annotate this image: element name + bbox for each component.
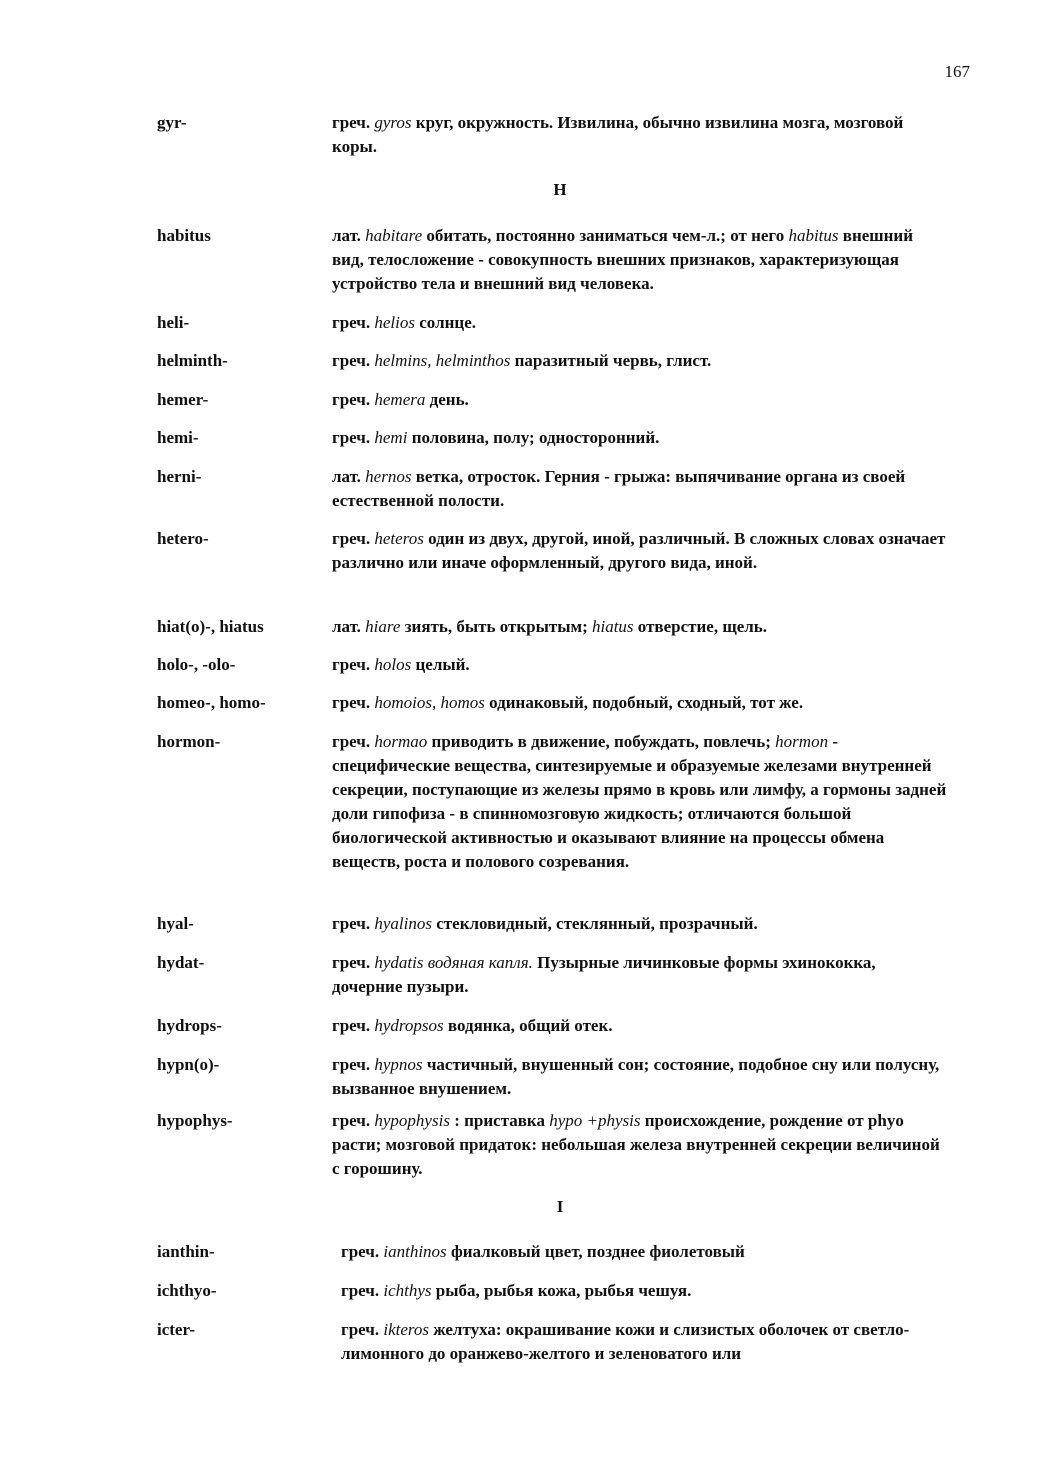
entry-definition <box>341 1240 947 1264</box>
source-word: ianthinos <box>383 1242 447 1261</box>
section-letter-i: I <box>556 1197 564 1216</box>
entry-term: hydat- <box>157 953 205 972</box>
source-word: hemi <box>374 428 408 447</box>
definition-text: греч. <box>332 390 375 409</box>
source-word: hemera <box>374 390 426 409</box>
source-word: gyros <box>374 113 412 132</box>
entry-term: herni- <box>157 467 202 486</box>
entry-definition <box>332 349 947 373</box>
page-number: 167 <box>944 62 970 81</box>
entry-term: hormon- <box>157 732 221 751</box>
entry-term: hypophys- <box>157 1111 233 1130</box>
source-word: homoios, homos <box>374 693 485 712</box>
definition-text: греч. <box>332 113 375 132</box>
definition-text: один из двух, другой, иной, различный. В сложных словах означает различно или иначе оформленный, другого вида, иной. <box>332 529 946 572</box>
entry-definition <box>332 951 947 999</box>
definition-text: греч. <box>341 1242 384 1261</box>
definition-text: паразитный червь, глист. <box>510 351 712 370</box>
entry-definition <box>332 1109 947 1181</box>
definition-text: лат. <box>332 617 366 636</box>
entry-definition <box>332 730 947 874</box>
entry-definition <box>332 311 947 335</box>
definition-text: греч. <box>332 953 375 972</box>
definition-text: греч. <box>332 313 375 332</box>
entry-definition <box>341 1279 947 1303</box>
source-word: hyalinos <box>374 914 432 933</box>
entry-definition <box>332 691 947 715</box>
source-word: hypnos <box>374 1055 423 1074</box>
definition-text: греч. <box>332 529 375 548</box>
definition-text: фиалковый цвет, позднее фиолетовый <box>446 1242 745 1261</box>
entry-term: holo-, -olo- <box>157 655 236 674</box>
definition-text: зиять, быть открытым; <box>400 617 592 636</box>
definition-text: происхождение, рождение от phyo расти; мозговой придаток: небольшая железа внутренней секреции величиной с горошину. <box>332 1111 940 1178</box>
definition-text: целый. <box>411 655 470 674</box>
entry-term: ianthin- <box>157 1242 215 1261</box>
definition-text: греч. <box>332 693 375 712</box>
definition-text: греч. <box>332 1111 375 1130</box>
source-word: holos <box>374 655 412 674</box>
source-word: helios <box>374 313 415 332</box>
definition-text: лат. <box>332 467 366 486</box>
entry-term: hyal- <box>157 914 194 933</box>
source-word: helmins, helminthos <box>374 351 511 370</box>
definition-text: желтуха: окрашивание кожи и слизистых оболочек от светло-лимонного до оранжево-желтого и зеленоватого или <box>341 1320 910 1363</box>
entry-term: habitus <box>157 226 211 245</box>
source-word: hydatis водяная капля. <box>374 953 533 972</box>
definition-text: греч. <box>332 914 375 933</box>
definition-text: одинаковый, подобный, сходный, тот же. <box>484 693 804 712</box>
definition-text: приводить в движение, побуждать, повлечь; <box>427 732 776 751</box>
source-word: heteros <box>374 529 424 548</box>
entry-term: hiat(o)-, hiatus <box>157 617 264 636</box>
definition-text: ветка, отросток. Герния - грыжа: выпячивание органа из своей естественной полости. <box>332 467 906 510</box>
definition-text: греч. <box>341 1281 384 1300</box>
definition-text: внешний вид, телосложение - совокупность внешних признаков, характеризующая устройство тела и внешний вид человека. <box>332 226 914 293</box>
entry-definition <box>332 111 947 159</box>
entry-term: hypn(o)- <box>157 1055 220 1074</box>
definition-text: греч. <box>332 1055 375 1074</box>
entry-term: ichthyo- <box>157 1281 217 1300</box>
section-letter-h: H <box>553 180 567 199</box>
definition-text: лат. <box>332 226 366 245</box>
source-word: habitus <box>788 226 839 245</box>
definition-text: круг, окружность. Извилина, обычно извилина мозга, мозговой коры. <box>332 113 904 156</box>
source-word: hernos <box>365 467 412 486</box>
definition-text: греч. <box>332 428 375 447</box>
entry-definition <box>341 1318 947 1366</box>
entry-definition <box>332 1053 947 1101</box>
entry-definition <box>332 615 947 639</box>
entry-term: hemer- <box>157 390 209 409</box>
entry-term: icter- <box>157 1320 196 1339</box>
entry-term: hemi- <box>157 428 199 447</box>
source-word: hormao <box>374 732 428 751</box>
definition-text: частичный, внушенный сон; состояние, подобное сну или полусну, вызванное внушением. <box>332 1055 940 1098</box>
definition-text: греч. <box>332 351 375 370</box>
entry-term: heli- <box>157 313 190 332</box>
source-word: hydropsos <box>374 1016 444 1035</box>
definition-text: половина, полу; односторонний. <box>407 428 660 447</box>
entry-definition <box>332 465 947 513</box>
entry-term: hydrops- <box>157 1016 222 1035</box>
entry-definition <box>332 426 947 450</box>
definition-text: : приставка <box>449 1111 550 1130</box>
definition-text: греч. <box>341 1320 384 1339</box>
source-word: ichthys <box>383 1281 432 1300</box>
source-word: hiatus <box>591 617 634 636</box>
definition-text: водянка, общий отек. <box>443 1016 613 1035</box>
definition-text: обитать, постоянно заниматься чем-л.; от него <box>422 226 789 245</box>
entry-term: hetero- <box>157 529 209 548</box>
definition-text: Пузырные личинковые формы эхинококка, дочерние пузыри. <box>332 953 876 996</box>
entry-definition <box>332 912 947 936</box>
definition-text: греч. <box>332 732 375 751</box>
entry-term: homeo-, homo- <box>157 693 266 712</box>
definition-text: отверстие, щель. <box>633 617 768 636</box>
definition-text: рыба, рыбья кожа, рыбья чешуя. <box>431 1281 692 1300</box>
entry-definition <box>332 388 947 412</box>
entry-definition <box>332 653 947 677</box>
source-word: hormоп <box>775 732 829 751</box>
entry-definition <box>332 1014 947 1038</box>
source-word: hypo +physis <box>549 1111 641 1130</box>
source-word: hypophysis <box>374 1111 450 1130</box>
definition-text: греч. <box>332 655 375 674</box>
definition-text: солнце. <box>415 313 476 332</box>
entry-definition <box>332 224 947 296</box>
entry-term: helminth- <box>157 351 228 370</box>
definition-text: греч. <box>332 1016 375 1035</box>
entry-definition <box>332 527 947 575</box>
definition-text: день. <box>425 390 469 409</box>
definition-text: стекловидный, стеклянный, прозрачный. <box>432 914 758 933</box>
source-word: habitare <box>365 226 423 245</box>
source-word: hiare <box>365 617 401 636</box>
source-word: ikteros <box>383 1320 430 1339</box>
definition-text: - специфические вещества, синтезируемые и образуемые железами внутренней секреции, поступающие из железы прямо в кровь или лимфу, а гормоны задней доли гипофиза - в спинномозговую жидкость; отличаются большой биологической активностью и оказывают влияние на процессы обмена веществ, роста и полового созревания. <box>332 732 947 871</box>
entry-term: gyr- <box>157 113 187 132</box>
